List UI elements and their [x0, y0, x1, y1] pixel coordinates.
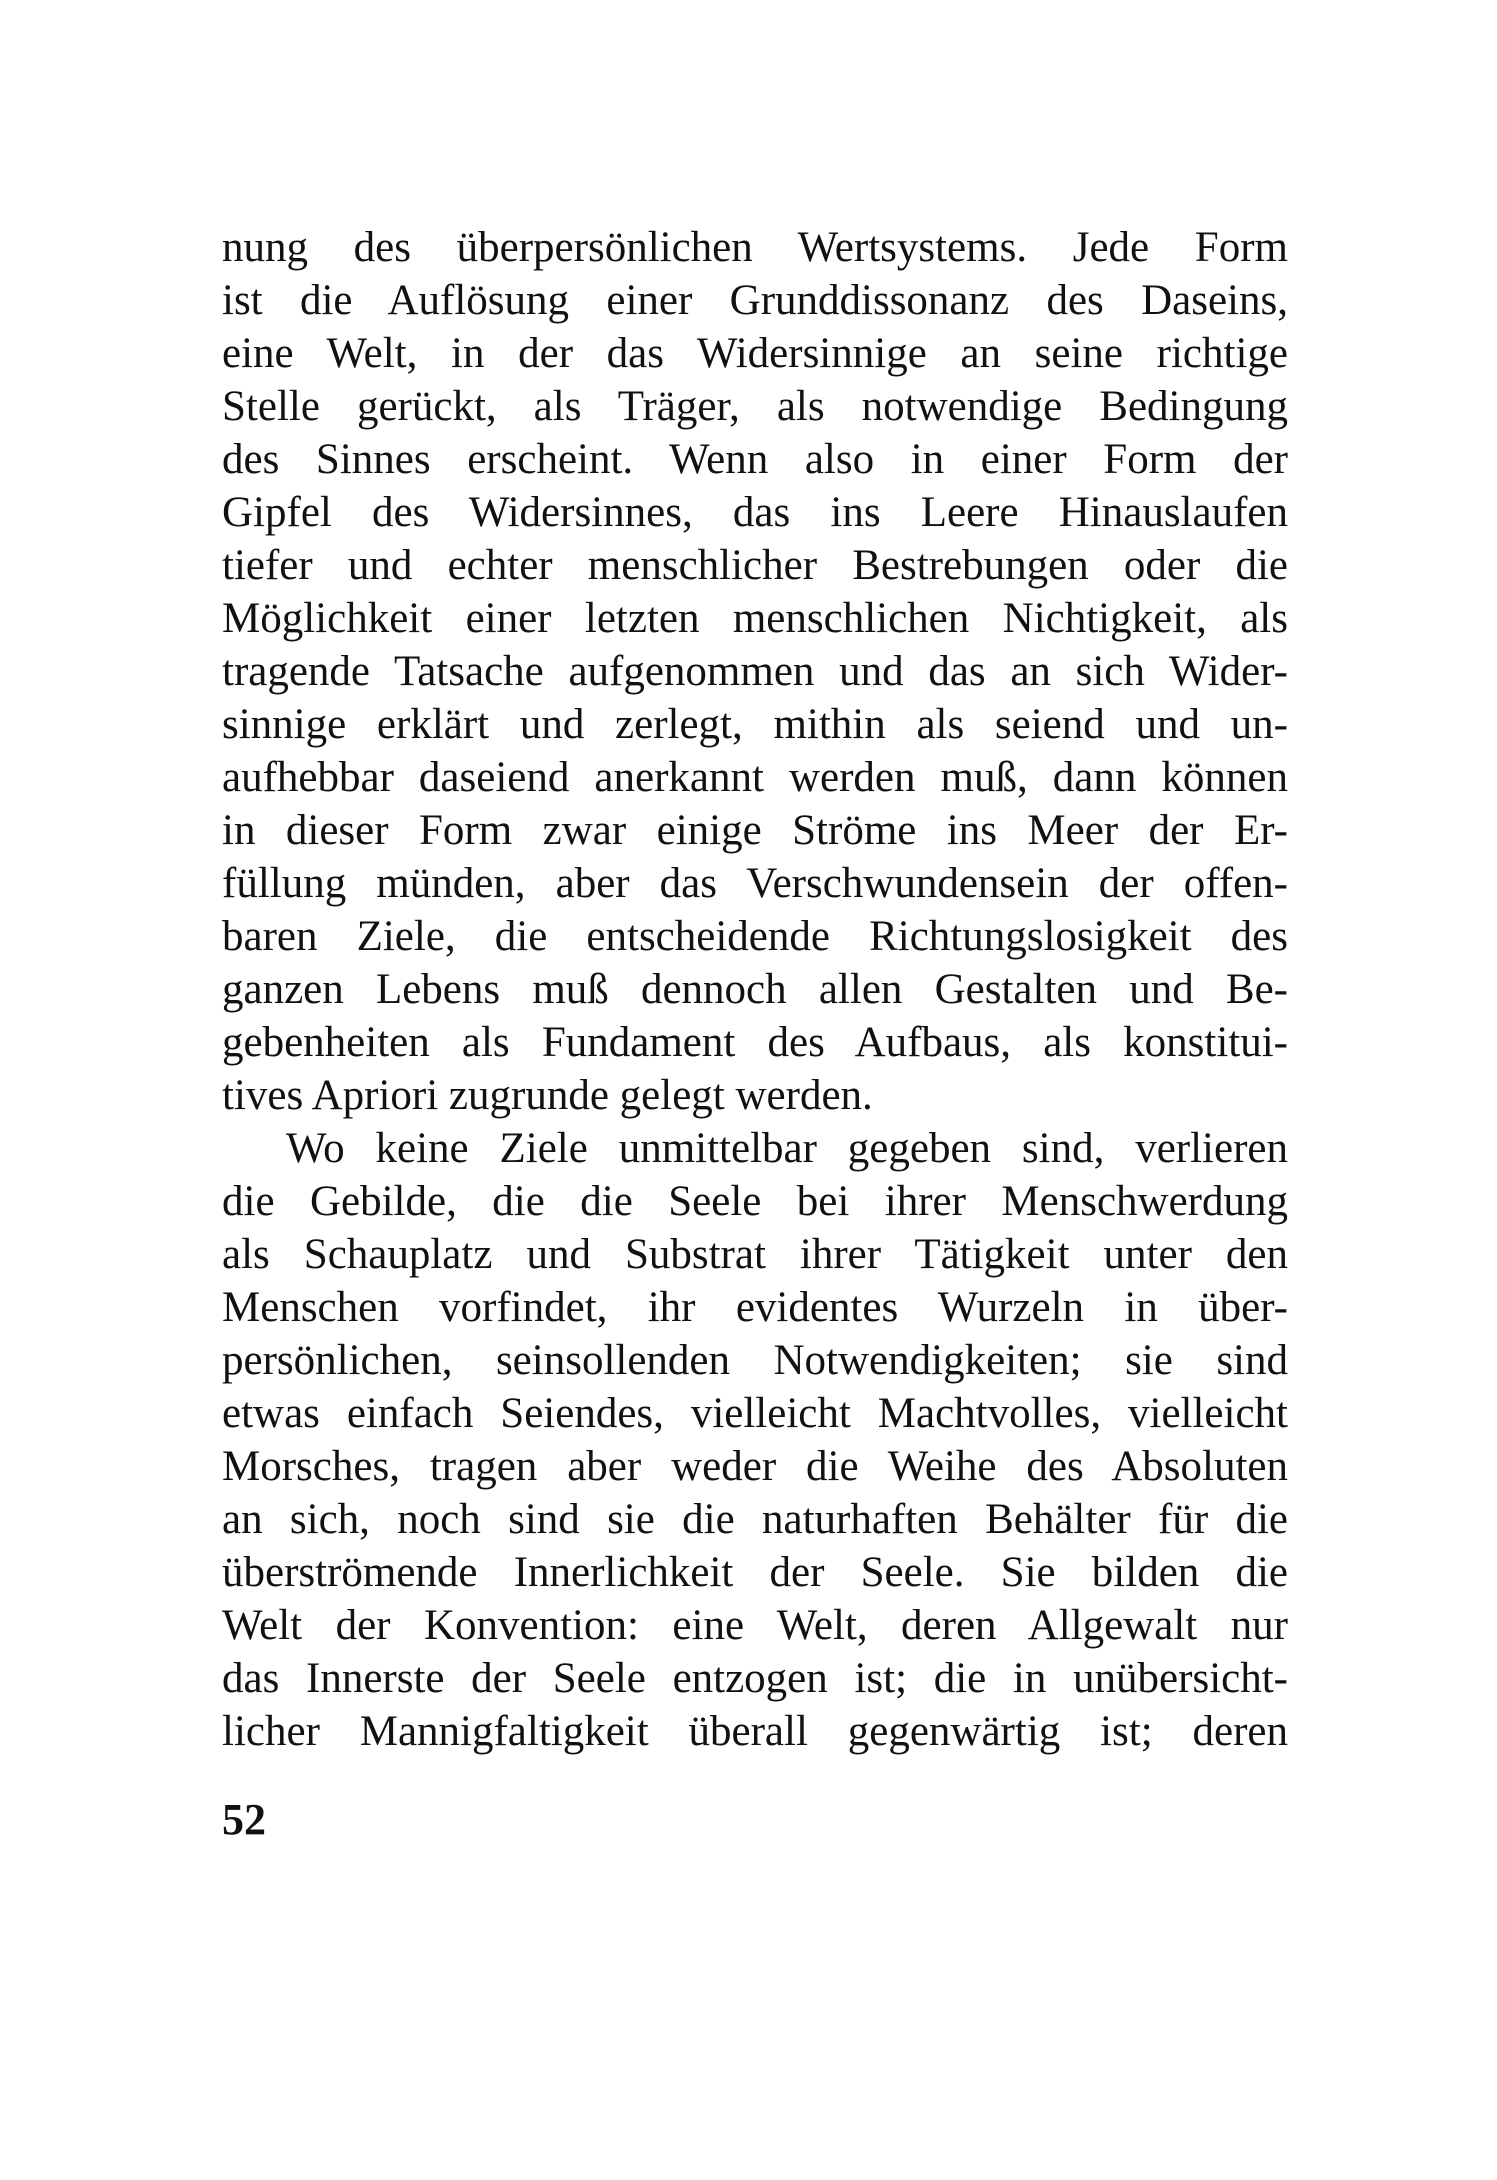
text-line: tives Apriori zugrunde gelegt werden. — [222, 1072, 873, 1119]
text-line: licher Mannigfaltigkeit überall gegenwärtig ist; deren — [222, 1708, 1288, 1755]
text-line: Welt der Konvention: eine Welt, deren Allgewalt nur — [222, 1602, 1288, 1649]
text-line: überströmende Innerlichkeit der Seele. Sie bilden die — [222, 1549, 1288, 1596]
paragraph-1 — [222, 221, 1288, 1122]
text-line: persönlichen, seinsollenden Notwendigkeiten; sie sind — [222, 1337, 1288, 1384]
text-line: das Innerste der Seele entzogen ist; die in unübersicht- — [222, 1655, 1288, 1702]
text-line: nung des überpersönlichen Wertsystems. Jede Form — [222, 224, 1288, 271]
text-line: als Schauplatz und Substrat ihrer Tätigkeit unter den — [222, 1231, 1288, 1278]
text-line: tiefer und echter menschlicher Bestrebungen oder die — [222, 542, 1288, 589]
text-line: sinnige erklärt und zerlegt, mithin als seiend und un- — [222, 701, 1288, 748]
text-line: Möglichkeit einer letzten menschlichen Nichtigkeit, als — [222, 595, 1288, 642]
body-text — [222, 221, 1288, 1758]
text-line: ganzen Lebens muß dennoch allen Gestalten und Be- — [222, 966, 1288, 1013]
text-line: Menschen vorfindet, ihr evidentes Wurzeln in über- — [222, 1284, 1288, 1331]
text-line: Wo keine Ziele unmittelbar gegeben sind, verlieren — [286, 1125, 1288, 1172]
text-line: gebenheiten als Fundament des Aufbaus, als konstitui- — [222, 1019, 1288, 1066]
text-line: füllung münden, aber das Verschwundensein der offen- — [222, 860, 1288, 907]
paragraph-2 — [222, 1122, 1288, 1758]
text-line: etwas einfach Seiendes, vielleicht Machtvolles, vielleicht — [222, 1390, 1288, 1437]
text-line: an sich, noch sind sie die naturhaften Behälter für die — [222, 1496, 1288, 1543]
text-line: Morsches, tragen aber weder die Weihe des Absoluten — [222, 1443, 1288, 1490]
text-line: aufhebbar daseiend anerkannt werden muß, dann können — [222, 754, 1288, 801]
text-line: baren Ziele, die entscheidende Richtungslosigkeit des — [222, 913, 1288, 960]
text-line: Gipfel des Widersinnes, das ins Leere Hinauslaufen — [222, 489, 1288, 536]
text-line: des Sinnes erscheint. Wenn also in einer Form der — [222, 436, 1288, 483]
text-line: Stelle gerückt, als Träger, als notwendige Bedingung — [222, 383, 1288, 430]
page-number: 52 — [222, 1795, 266, 1844]
text-line: in dieser Form zwar einige Ströme ins Meer der Er- — [222, 807, 1288, 854]
text-line: eine Welt, in der das Widersinnige an seine richtige — [222, 330, 1288, 377]
text-line: ist die Auflösung einer Grunddissonanz des Daseins, — [222, 277, 1288, 324]
text-line: die Gebilde, die die Seele bei ihrer Menschwerdung — [222, 1178, 1288, 1225]
text-line: tragende Tatsache aufgenommen und das an sich Wider- — [222, 648, 1288, 695]
